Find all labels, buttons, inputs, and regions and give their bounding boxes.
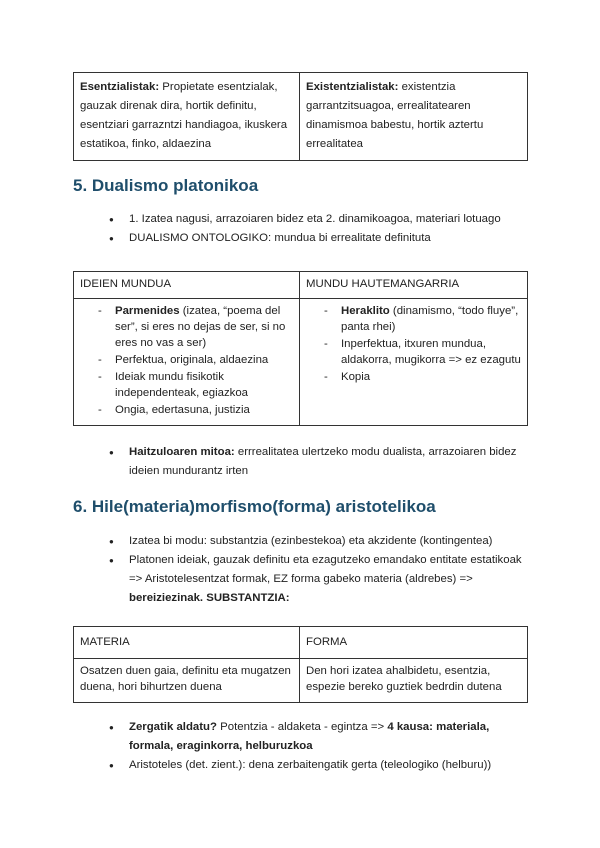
ideas-world-header: IDEIEN MUNDUA <box>74 272 300 299</box>
section-5-title: 5. Dualismo platonikoa <box>73 176 259 195</box>
list-item: ● Izatea bi modu: substantzia (ezinbestekoa) eta akzidente (kontingentea) <box>109 532 529 551</box>
list-item: - Inperfektua, itxuren mundua, aldakorra, mugikorra => ez ezagutu <box>324 336 521 368</box>
essentialism-table <box>73 72 528 161</box>
section-6-title: 6. Hile(materia)morfismo(forma) aristotelikoa <box>73 497 436 516</box>
list-item: - Parmenides (izatea, “poema del ser”, si eres no dejas de ser, si no eres no vas a ser) <box>98 303 293 351</box>
list-item: ● Platonen ideiak, gauzak definitu eta ezagutzeko emandako entitate estatikoak => Aristotelesentzat formak, EZ forma gabeko materia (aldrebes) => bereiziezinak. SUBSTANTZIA: <box>109 551 529 608</box>
platonic-dualism-table <box>73 271 528 426</box>
ideas-world-list <box>98 303 293 418</box>
existentialists-text: existentzia garrantzitsuagoa, errealitatearen dinamismoa babestu, hortik aztertu errealitatea <box>306 81 484 150</box>
ideas-world-cell <box>74 299 300 426</box>
list-item: - Ongia, edertasuna, justizia <box>98 402 293 418</box>
list-item: - Kopia <box>324 369 521 385</box>
hylomorphism-table <box>73 626 528 703</box>
sensible-world-list <box>324 303 521 385</box>
list-item: ● Aristoteles (det. zient.): dena zerbaitengatik gerta (teleologiko (helburu)) <box>109 756 529 775</box>
essentialists-cell <box>74 73 300 161</box>
cave-myth-bullet <box>109 443 519 481</box>
list-item: - Heraklito (dinamismo, “todo fluye”, panta rhei) <box>324 303 521 335</box>
list-item: - Perfektua, originala, aldaezina <box>98 352 293 368</box>
form-cell: Den hori izatea ahalbidetu, esentzia, espezie bereko guztiek bedrdin dutena <box>300 659 528 703</box>
list-item: ● Zergatik aldatu? Potentzia - aldaketa - egintza => 4 kausa: materiala, formala, eraginkorra, helburuzkoa <box>109 718 529 756</box>
existentialists-cell <box>300 73 528 161</box>
sensible-world-header: MUNDU HAUTEMANGARRIA <box>300 272 528 299</box>
existentialists-label: Existentzialistak: <box>306 81 399 93</box>
matter-cell: Osatzen duen gaia, definitu eta mugatzen duena, hori bihurtzen duena <box>74 659 300 703</box>
sensible-world-cell <box>300 299 528 426</box>
list-item: ● DUALISMO ONTOLOGIKO: mundua bi errealitate definituta <box>109 229 529 248</box>
essentialists-label: Esentzialistak: <box>80 81 160 93</box>
essentialists-text: Propietate esentzialak, gauzak direnak dira, hortik definitu, esentziari garrazntzi handiagoa, ikuskera estatikoa, finko, aldaezina <box>80 81 288 150</box>
form-header: FORMA <box>300 627 528 659</box>
section-6-final-bullets <box>109 718 529 775</box>
list-item: - Ideiak mundu fisikotik independenteak, egiazkoa <box>98 369 293 401</box>
section-6-bullets <box>109 532 529 608</box>
list-item: ● Haitzuloaren mitoa: errrealitatea ulertzeko modu dualista, arrazoiaren bidez ideien mundurantz irten <box>109 443 519 481</box>
list-item: ● 1. Izatea nagusi, arrazoiaren bidez eta 2. dinamikoagoa, materiari lotuago <box>109 210 529 229</box>
section-5-bullets <box>109 210 529 248</box>
matter-header: MATERIA <box>74 627 300 659</box>
